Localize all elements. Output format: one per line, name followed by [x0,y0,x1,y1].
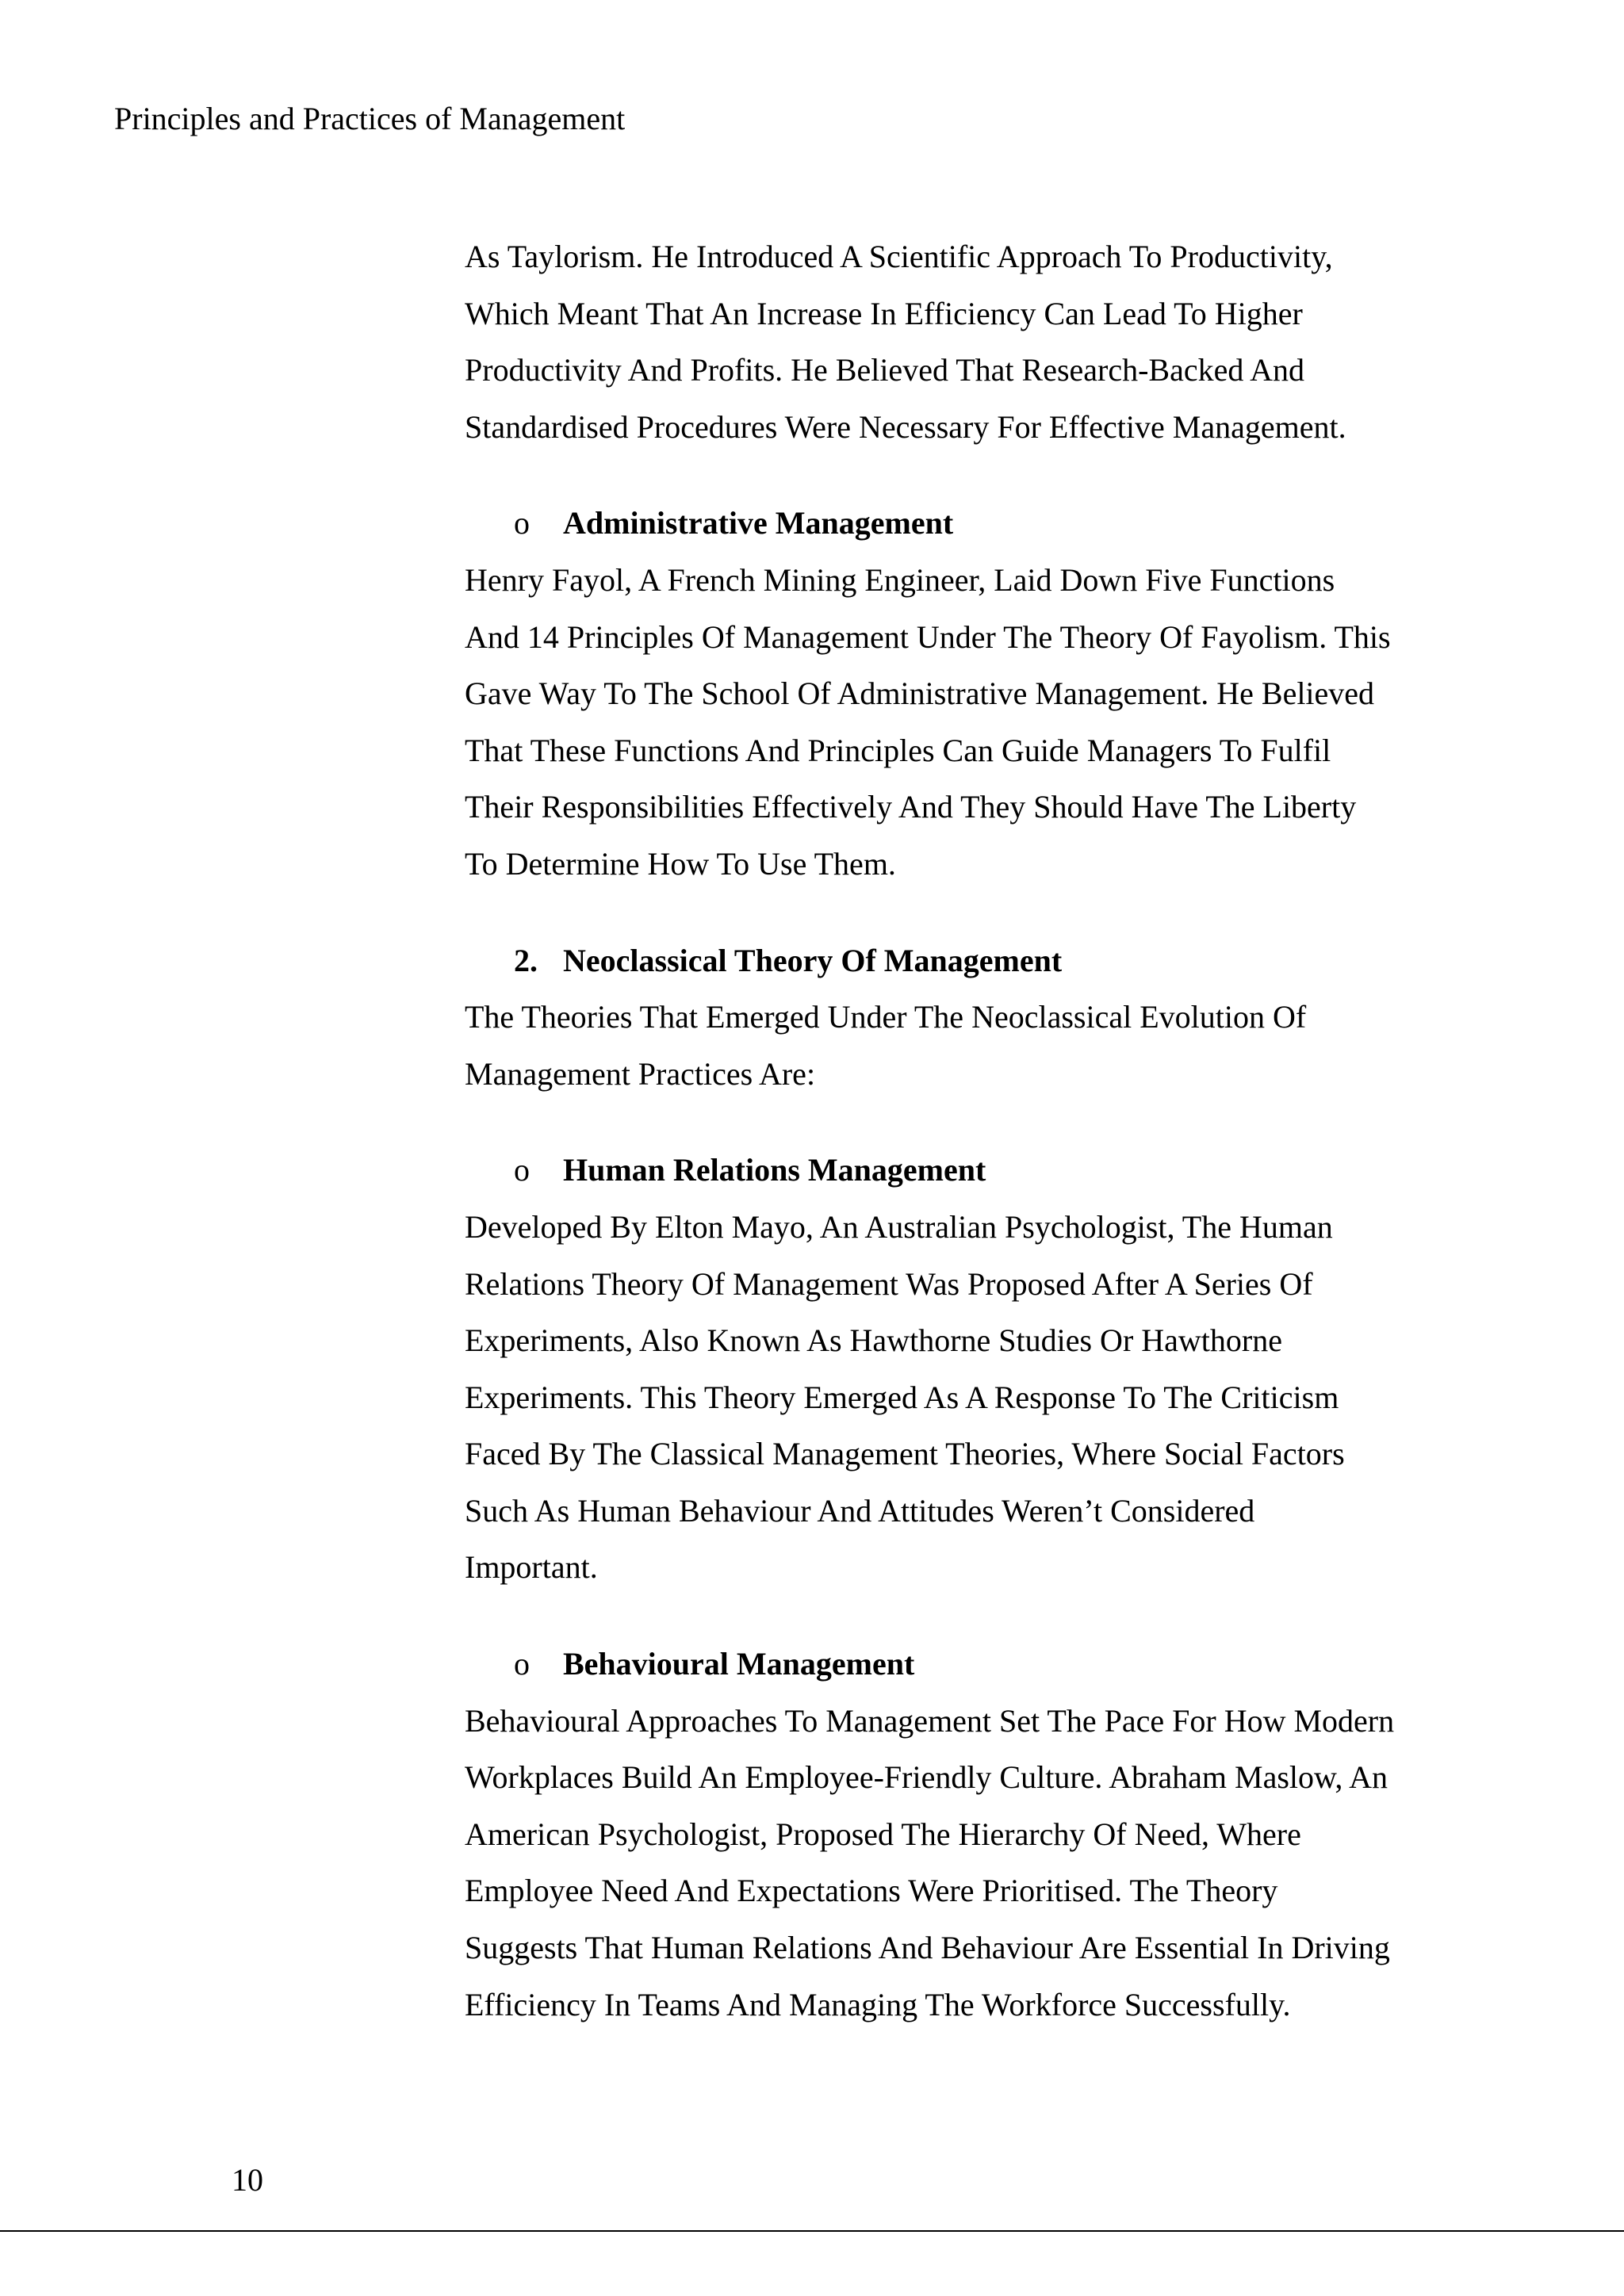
paragraph-line: Faced By The Classical Management Theories, Where Social Factors [465,1436,1345,1472]
paragraph-line: Productivity And Profits. He Believed That Research-Backed And [465,352,1305,388]
section-neoclassical-theory [465,932,1519,1103]
intro-paragraph [465,228,1519,455]
section-heading-text: Human Relations Management [563,1152,986,1188]
paragraph-line: Experiments. This Theory Emerged As A Response To The Criticism [465,1379,1339,1415]
paragraph-line: Standardised Procedures Were Necessary For Effective Management. [465,408,1346,445]
footer-divider [0,2230,1624,2232]
paragraph-line: As Taylorism. He Introduced A Scientific Approach To Productivity, [465,239,1333,274]
section-administrative-management [465,495,1519,892]
section-human-relations-management [465,1142,1519,1596]
paragraph-line: Management Practices Are: [465,1055,816,1092]
paragraph-line: Efficiency In Teams And Managing The Workforce Successfully. [465,1986,1291,2022]
section-heading [465,495,1519,552]
section-heading-text: Administrative Management [563,505,954,541]
paragraph-line: The Theories That Emerged Under The Neoclassical Evolution Of [465,999,1307,1035]
paragraph-line: Workplaces Build An Employee-Friendly Culture. Abraham Maslow, An [465,1759,1388,1796]
paragraph-line: Important. [465,1549,598,1586]
section-behavioural-management [465,1636,1519,2033]
bullet-marker: o [514,505,530,541]
paragraph-line: Employee Need And Expectations Were Prioritised. The Theory [465,1873,1278,1909]
paragraph-line: Relations Theory Of Management Was Proposed After A Series Of [465,1265,1313,1302]
numbered-marker: 2. [514,942,538,978]
paragraph-line: That These Functions And Principles Can Guide Managers To Fulfil [465,732,1331,768]
section-heading [465,1142,1519,1199]
section-heading [465,1636,1519,1693]
paragraph-line: To Determine How To Use Them. [465,845,896,882]
paragraph-line: Such As Human Behaviour And Attitudes Weren’t Considered [465,1492,1255,1529]
paragraph-line: Gave Way To The School Of Administrative Management. He Believed [465,675,1375,712]
paragraph-line: Experiments, Also Known As Hawthorne Studies Or Hawthorne [465,1322,1282,1359]
page-body [465,228,1519,2033]
paragraph-line: And 14 Principles Of Management Under The Theory Of Fayolism. This [465,618,1391,655]
bullet-marker: o [514,1152,530,1188]
paragraph-line: Their Responsibilities Effectively And They Should Have The Liberty [465,789,1357,825]
section-heading-text: Behavioural Management [563,1646,915,1682]
paragraph-line: Behavioural Approaches To Management Set The Pace For How Modern [465,1702,1395,1739]
paragraph-line: Henry Fayol, A French Mining Engineer, Laid Down Five Functions [465,561,1335,598]
paragraph-line: Suggests That Human Relations And Behaviour Are Essential In Driving [465,1930,1390,1966]
bullet-marker: o [514,1646,530,1682]
paragraph-line: American Psychologist, Proposed The Hierarchy Of Need, Where [465,1816,1301,1852]
paragraph-line: Developed By Elton Mayo, An Australian Psychologist, The Human [465,1208,1333,1245]
section-heading [465,932,1519,989]
section-heading-text: Neoclassical Theory Of Management [563,942,1063,978]
paragraph-line: Which Meant That An Increase In Efficiency Can Lead To Higher [465,295,1303,331]
running-header: Principles and Practices of Management [114,101,626,136]
page-number: 10 [232,2162,263,2198]
